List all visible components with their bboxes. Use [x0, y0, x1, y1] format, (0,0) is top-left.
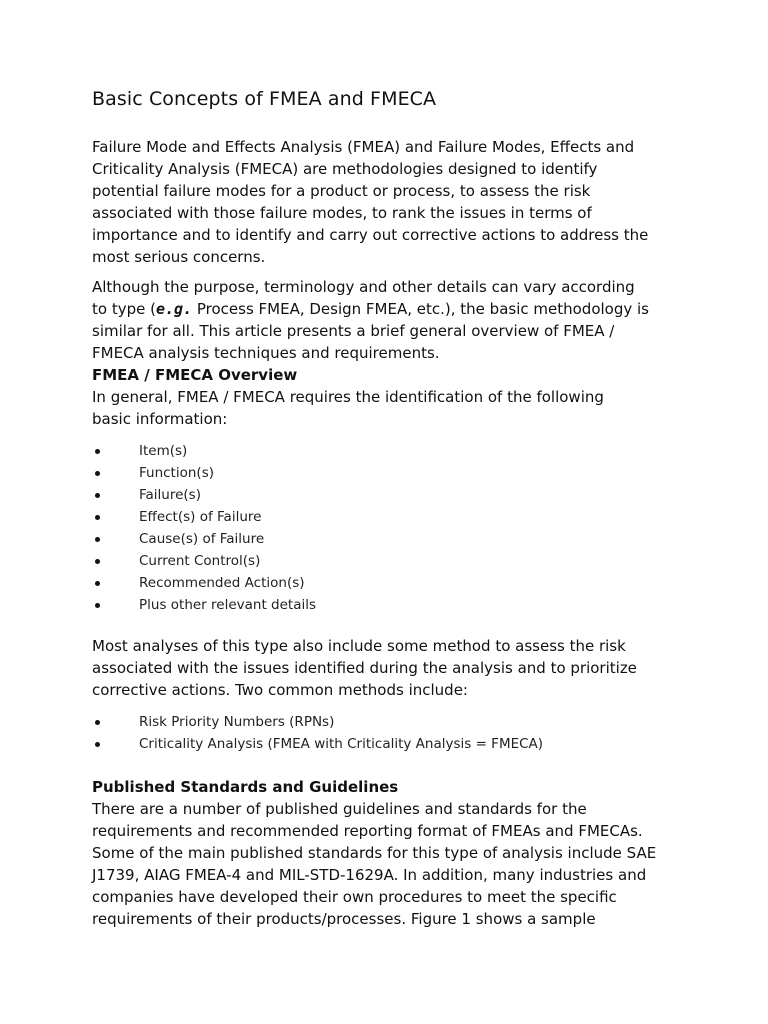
intro-line: importance and to identify and carry out corrective actions to address the [92, 226, 649, 244]
standards-line: requirements of their products/processes. Figure 1 shows a sample [92, 910, 596, 928]
list-item-label: Criticality Analysis (FMEA with Criticality Analysis = FMECA) [139, 736, 544, 752]
list-item-label: Function(s) [139, 465, 214, 481]
purpose-line [92, 298, 692, 320]
intro-line: associated with those failure modes, to rank the issues in terms of [92, 204, 592, 222]
standards-heading: Published Standards and Guidelines [92, 778, 399, 796]
purpose-line: Although the purpose, terminology and other details can vary according [92, 278, 635, 296]
standards-line: J1739, AIAG FMEA-4 and MIL-STD-1629A. In addition, many industries and [92, 866, 647, 884]
bullet-icon [95, 742, 100, 747]
risk-line: Most analyses of this type also include some method to assess the risk [92, 637, 626, 655]
standards-line: Some of the main published standards for this type of analysis include SAE [92, 844, 657, 862]
intro-line: most serious concerns. [92, 248, 266, 266]
purpose-paragraph [92, 276, 692, 364]
purpose-line: similar for all. This article presents a brief general overview of FMEA / [92, 322, 615, 340]
bullet-icon [95, 471, 100, 476]
list-item-label: Failure(s) [139, 487, 201, 503]
risk-line: associated with the issues identified during the analysis and to prioritize [92, 659, 637, 677]
bullet-icon [95, 720, 100, 725]
purpose-text: Process FMEA, Design FMEA, etc.), the basic methodology is [192, 300, 649, 318]
standards-line: There are a number of published guidelines and standards for the [92, 800, 587, 818]
intro-paragraph [92, 136, 692, 268]
overview-heading: FMEA / FMECA Overview [92, 366, 298, 384]
list-item-label: Risk Priority Numbers (RPNs) [139, 714, 335, 730]
overview-line: basic information: [92, 410, 228, 428]
eg-abbreviation: e.g. [155, 300, 193, 318]
bullet-icon [95, 559, 100, 564]
overview-line: In general, FMEA / FMECA requires the identification of the following [92, 388, 604, 406]
risk-line: corrective actions. Two common methods include: [92, 681, 468, 699]
overview-paragraph [92, 386, 692, 430]
bullet-icon [95, 603, 100, 608]
purpose-text: to type ( [92, 300, 156, 318]
bullet-icon [95, 493, 100, 498]
intro-line: Criticality Analysis (FMECA) are methodologies designed to identify [92, 160, 598, 178]
standards-line: companies have developed their own procedures to meet the specific [92, 888, 617, 906]
bullet-icon [95, 581, 100, 586]
bullet-icon [95, 537, 100, 542]
intro-line: potential failure modes for a product or process, to assess the risk [92, 182, 591, 200]
bullet-icon [95, 515, 100, 520]
page-title: Basic Concepts of FMEA and FMECA [92, 88, 437, 110]
list-item-label: Effect(s) of Failure [139, 509, 262, 525]
list-item-label: Item(s) [139, 443, 188, 459]
intro-line: Failure Mode and Effects Analysis (FMEA) and Failure Modes, Effects and [92, 138, 635, 156]
list-item-label: Current Control(s) [139, 553, 261, 569]
standards-paragraph [92, 798, 692, 930]
standards-line: requirements and recommended reporting format of FMEAs and FMECAs. [92, 822, 643, 840]
bullet-icon [95, 449, 100, 454]
purpose-line: FMECA analysis techniques and requirements. [92, 344, 440, 362]
list-item-label: Recommended Action(s) [139, 575, 305, 591]
list-item-label: Plus other relevant details [139, 597, 317, 613]
list-item-label: Cause(s) of Failure [139, 531, 265, 547]
risk-paragraph [92, 635, 692, 701]
